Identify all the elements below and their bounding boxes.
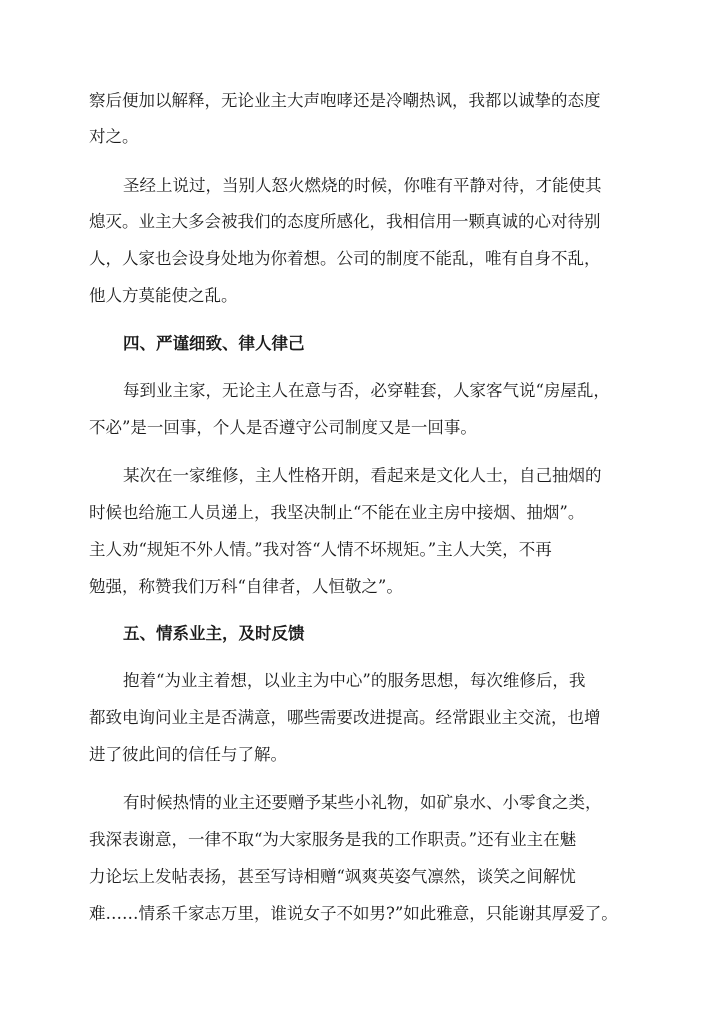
text-line: 力论坛上发帖表扬，甚至写诗相赠“飒爽英姿气凛然，谈笑之间解忧 (89, 867, 576, 886)
text-line: 抱着“为业主着想，以业主为中心”的服务思想，每次维修后，我 (123, 671, 586, 690)
text-line: 难……情系千家志万里，谁说女子不如男?”如此雅意，只能谢其厚爱了。 (89, 904, 618, 923)
text-line: 人，人家也会设身处地为你着想。公司的制度不能乱，唯有自身不乱， (89, 249, 601, 268)
text-line: 他人方莫能使之乱。 (89, 286, 238, 305)
text-line: 熄灭。业主大多会被我们的态度所感化，我相信用一颗真诚的心对待别 (89, 212, 601, 231)
text-line: 勉强，称赞我们万科“自律者，人恒敬之”。 (89, 577, 403, 596)
text-line: 时候也给施工人员递上，我坚决制止“不能在业主房中接烟、抽烟”。 (89, 503, 585, 522)
text-line: 都致电询问业主是否满意，哪些需要改进提高。经常跟业主交流，也增 (89, 708, 601, 727)
text-line: 某次在一家维修，主人性格开朗，看起来是文化人士，自己抽烟的 (123, 466, 602, 485)
text-line: 圣经上说过，当别人怒火燃烧的时候，你唯有平静对待，才能使其 (123, 176, 602, 195)
text-line: 有时候热情的业主还要赠予某些小礼物，如矿泉水、小零食之类， (123, 793, 602, 812)
text-line: 对之。 (89, 127, 139, 146)
text-line: 进了彼此间的信任与了解。 (89, 745, 287, 764)
text-line: 我深表谢意，一律不取“为大家服务是我的工作职责。”还有业主在魅 (89, 830, 577, 849)
text-line: 察后便加以解释，无论业主大声咆哮还是冷嘲热讽，我都以诚挚的态度 (89, 91, 601, 110)
section-heading: 五、情系业主，及时反馈 (123, 624, 305, 643)
text-line: 主人劝“规矩不外人情。”我对答“人情不坏规矩。”主人大笑，不再 (89, 540, 552, 559)
text-line: 每到业主家，无论主人在意与否，必穿鞋套，人家客气说“房屋乱， (123, 381, 610, 400)
section-heading: 四、严谨细致、律人律己 (123, 334, 305, 353)
text-line: 不必”是一回事，个人是否遵守公司制度又是一回事。 (89, 418, 477, 437)
